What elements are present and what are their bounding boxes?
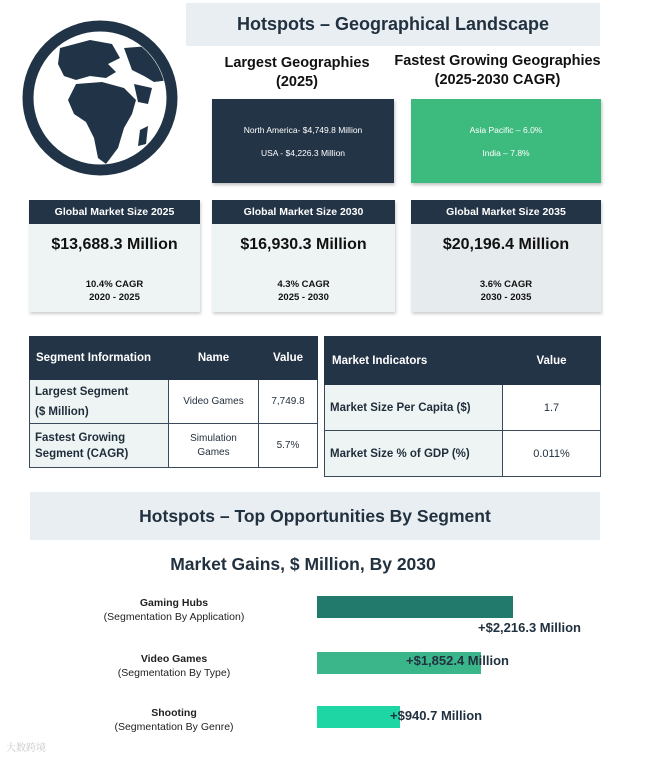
cagr-period: 2030 - 2035 xyxy=(480,292,532,303)
row-label-line: ($ Million) xyxy=(35,405,89,418)
market-size-card-2035 xyxy=(411,200,601,312)
segment-name: Gaming Hubs xyxy=(139,597,209,609)
column-header: Value xyxy=(259,337,318,380)
watermark: 大数跨境 xyxy=(6,743,46,754)
market-size-card-2030 xyxy=(212,200,395,312)
largest-geo-item: USA - $4,226.3 Million xyxy=(260,147,346,158)
column-header: Segment Information xyxy=(30,337,169,380)
market-gain-bar xyxy=(317,706,400,728)
indicator-label: Market Size Per Capita ($) xyxy=(325,385,503,431)
segment-name-line: Simulation xyxy=(190,432,237,444)
top-opportunities-header: Hotspots – Top Opportunities By Segment xyxy=(30,492,600,540)
segmentation-type: (Segmentation By Application) xyxy=(103,611,245,623)
row-label xyxy=(30,424,169,468)
segment-name-line: Games xyxy=(197,446,230,458)
indicator-value: 1.7 xyxy=(503,385,601,431)
segment-value: 7,749.8 xyxy=(259,380,318,424)
opportunity-segment-label xyxy=(90,652,258,680)
fastest-geographies-title: Fastest Growing Geographies (2025-2030 CAGR) xyxy=(394,53,601,88)
market-gain-label: +$1,852.4 Million xyxy=(406,653,509,668)
cagr-value: 10.4% CAGR xyxy=(85,279,144,290)
segmentation-type: (Segmentation By Type) xyxy=(117,667,231,679)
card-value: $13,688.3 Million xyxy=(51,236,178,253)
row-label-line: Fastest Growing xyxy=(35,431,126,444)
segment-name: Video Games xyxy=(140,653,208,665)
card-cagr xyxy=(29,278,200,304)
card-cagr xyxy=(212,278,395,304)
card-value: $16,930.3 Million xyxy=(240,236,367,253)
cagr-value: 4.3% CAGR xyxy=(277,279,330,290)
segment-name: Shooting xyxy=(151,707,197,719)
indicator-label: Market Size % of GDP (%) xyxy=(325,431,503,477)
row-label-line: Segment (CAGR) xyxy=(35,447,129,460)
column-header: Market Indicators xyxy=(325,337,503,385)
row-label-line: Largest Segment xyxy=(35,385,129,398)
table-header-row xyxy=(325,337,601,385)
globe-africa-icon xyxy=(20,18,180,178)
market-gain-bar xyxy=(317,596,513,618)
card-value: $20,196.4 Million xyxy=(442,236,570,253)
market-gain-label: +$2,216.3 Million xyxy=(478,620,581,635)
segment-name: Video Games xyxy=(169,380,259,424)
market-indicators-table xyxy=(324,336,601,477)
market-gain-label: +$940.7 Million xyxy=(390,708,483,723)
column-header: Value xyxy=(503,337,601,385)
table-header-row xyxy=(30,337,318,380)
cagr-period: 2025 - 2030 xyxy=(278,292,329,303)
market-gains-title: Market Gains, $ Million, By 2030 xyxy=(170,554,436,574)
cagr-value: 3.6% CAGR xyxy=(479,279,533,290)
card-title: Global Market Size 2025 xyxy=(29,200,200,224)
table-row xyxy=(30,380,318,424)
table-row xyxy=(30,424,318,468)
largest-geographies-title: Largest Geographies (2025) xyxy=(224,55,370,90)
card-title: Global Market Size 2030 xyxy=(212,200,395,224)
cagr-period: 2020 - 2025 xyxy=(89,292,140,303)
fastest-geo-item: Asia Pacific – 6.0% xyxy=(469,124,543,135)
fastest-geo-item: India – 7.8% xyxy=(482,147,530,158)
opportunity-segment-label xyxy=(90,706,258,734)
segment-name xyxy=(169,424,259,468)
geographical-landscape-header: Hotspots – Geographical Landscape xyxy=(186,3,600,46)
opportunity-segment-label xyxy=(90,596,258,624)
table-row xyxy=(325,431,601,477)
column-header: Name xyxy=(169,337,259,380)
largest-geo-item: North America- $4,749.8 Million xyxy=(243,124,363,135)
segment-value: 5.7% xyxy=(259,424,318,468)
segmentation-type: (Segmentation By Genre) xyxy=(114,721,234,733)
fastest-geographies-box xyxy=(411,99,601,183)
market-size-card-2025 xyxy=(29,200,200,312)
card-title: Global Market Size 2035 xyxy=(411,200,601,224)
card-cagr xyxy=(411,278,601,304)
row-label xyxy=(30,380,169,424)
indicator-value: 0.011% xyxy=(503,431,601,477)
segment-information-table xyxy=(29,336,318,468)
largest-geographies-box xyxy=(212,99,394,183)
table-row xyxy=(325,385,601,431)
